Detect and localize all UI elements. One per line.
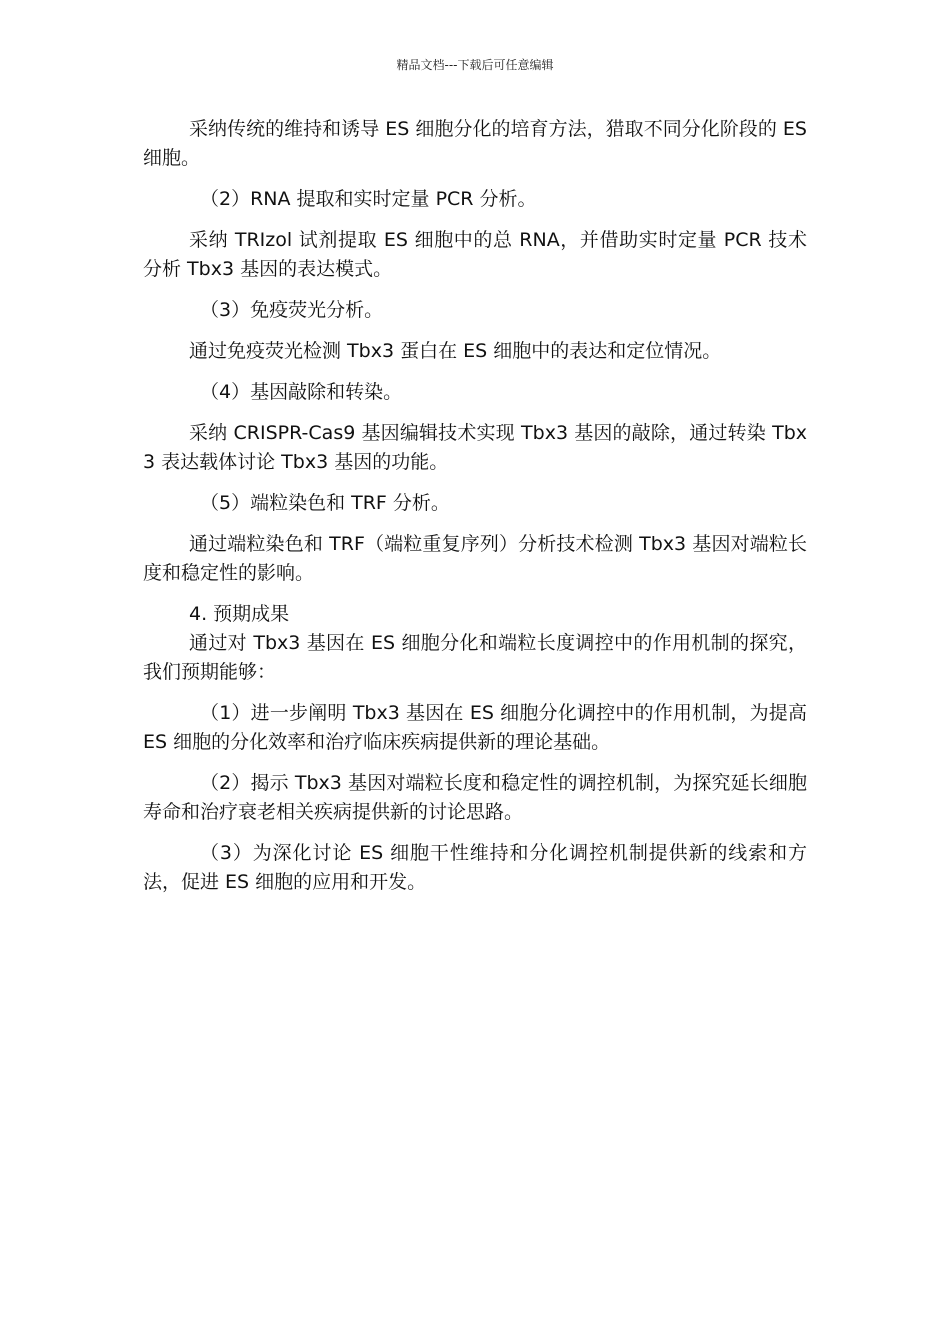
- subheading-immunofluorescence: （3）免疫荧光分析。: [200, 299, 384, 321]
- paragraph-rna-extraction: 采纳 TRIzol 试剂提取 ES 细胞中的总 RNA，并借助实时定量 PCR 技术分析 Tbx3 基因的表达模式。: [143, 229, 807, 280]
- section-heading-expected-results: 4. 预期成果: [189, 603, 290, 625]
- paragraph-expected-3: （3）为深化讨论 ES 细胞干性维持和分化调控机制提供新的线索和方法，促进 ES 细胞的应用和开发。: [143, 842, 807, 893]
- subheading-rna-pcr: （2）RNA 提取和实时定量 PCR 分析。: [200, 188, 537, 210]
- paragraph-knockout: 采纳 CRISPR-Cas9 基因编辑技术实现 Tbx3 基因的敲除，通过转染 Tbx3 表达载体讨论 Tbx3 基因的功能。: [143, 422, 807, 473]
- paragraph-telomere: 通过端粒染色和 TRF（端粒重复序列）分析技术检测 Tbx3 基因对端粒长度和稳定性的影响。: [143, 533, 807, 584]
- page-header: 精品文档---下载后可任意编辑: [396, 58, 554, 72]
- subheading-knockout: （4）基因敲除和转染。: [200, 381, 403, 403]
- paragraph-immunofluorescence: 通过免疫荧光检测 Tbx3 蛋白在 ES 细胞中的表达和定位情况。: [189, 340, 722, 362]
- paragraph-es-culture: 采纳传统的维持和诱导 ES 细胞分化的培育方法，猎取不同分化阶段的 ES 细胞。: [143, 118, 807, 169]
- paragraph-expected-intro: 通过对 Tbx3 基因在 ES 细胞分化和端粒长度调控中的作用机制的探究，我们预期能够：: [143, 632, 807, 683]
- paragraph-expected-1: （1）进一步阐明 Tbx3 基因在 ES 细胞分化调控中的作用机制，为提高 ES 细胞的分化效率和治疗临床疾病提供新的理论基础。: [143, 702, 807, 753]
- paragraph-expected-2: （2）揭示 Tbx3 基因对端粒长度和稳定性的调控机制，为探究延长细胞寿命和治疗衰老相关疾病提供新的讨论思路。: [143, 772, 807, 823]
- document-body: [143, 115, 807, 897]
- subheading-telomere: （5）端粒染色和 TRF 分析。: [200, 492, 450, 514]
